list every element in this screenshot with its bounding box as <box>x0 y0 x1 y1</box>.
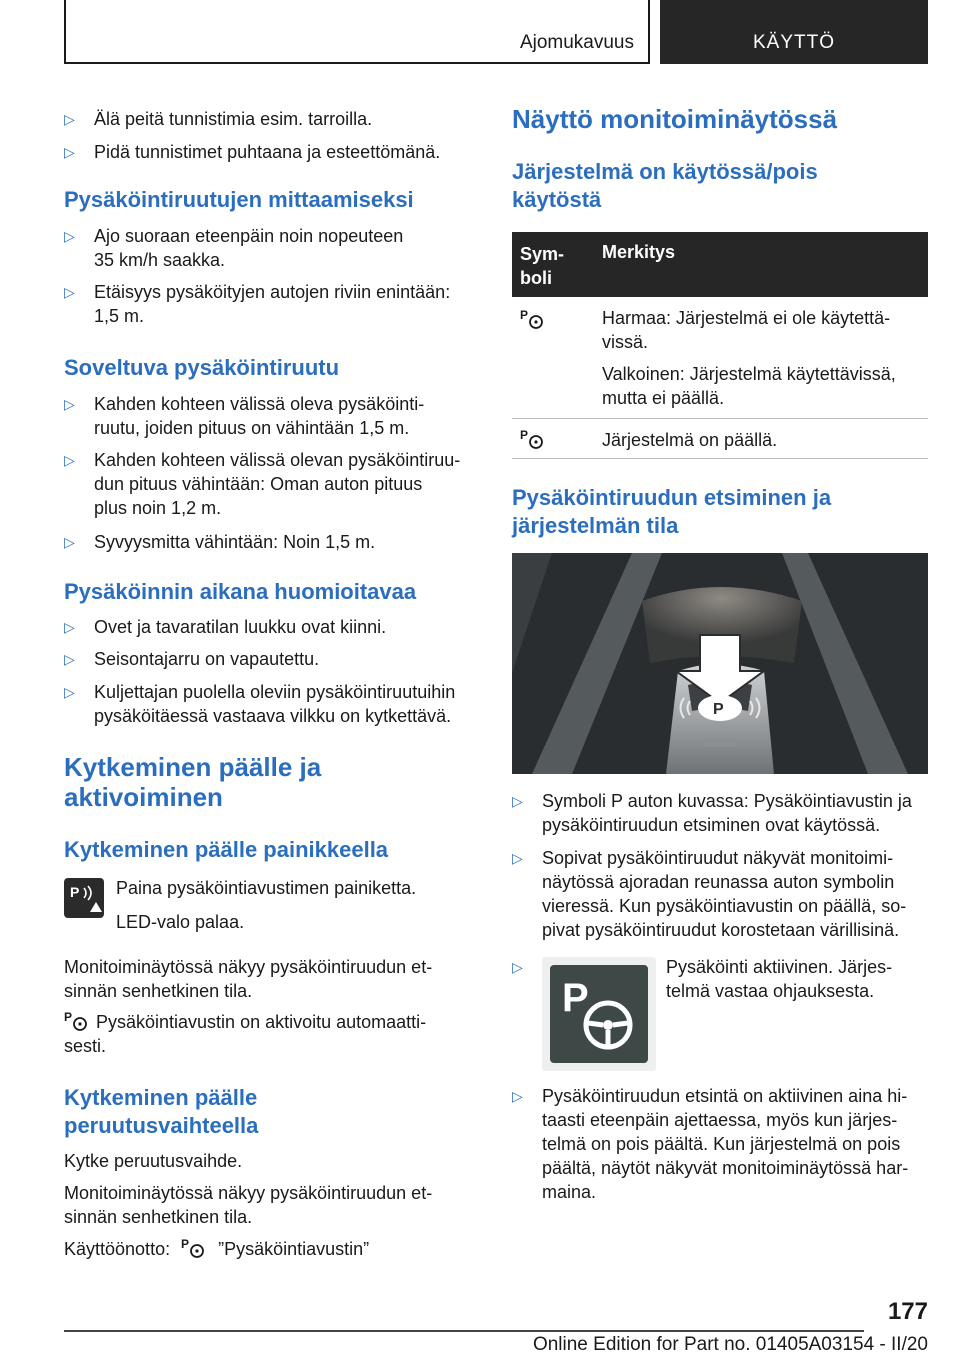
header-chapter-title: KÄYTTÖ <box>752 32 835 53</box>
header-section-title: Ajomukavuus <box>519 32 634 53</box>
heading-reverse: Kytkeminen päälle peruutusvaihteella <box>64 1085 259 1138</box>
led-text: LED-valo palaa. <box>116 912 245 932</box>
list-item: ▷ Syvyysmitta vähintään: Noin 1,5 m. <box>64 530 478 554</box>
parking-steering-icon <box>181 1237 207 1259</box>
heading-suitable: Soveltuva pysäköintiruutu <box>64 355 340 380</box>
table-row-2-symbol <box>520 428 546 455</box>
heading-measure: Pysäköintiruutujen mittaamiseksi <box>64 187 414 212</box>
table-divider <box>512 458 928 459</box>
list-item: ▷ Pysäköintiruudun etsintä on aktiivinen aina hi- taasti eteenpäin ajettaessa, myös kun järjes- telmä on pois päältä. Kun järjestelmä on pois päältä, näytöt näkyvät monitoiminäytössä har- maina. <box>512 1084 928 1204</box>
parking-steering-icon <box>542 957 656 1071</box>
svg-text:P: P <box>713 701 724 718</box>
heading-state: Järjestelmä on käytössä/pois käytöstä <box>512 159 818 212</box>
svg-text:P: P <box>520 428 529 442</box>
paragraph: Monitoiminäytössä näkyy pysäköintiruudun et- sinnän senhetkinen tila. <box>64 957 433 1001</box>
list-item: ▷ Pidä tunnistimet puhtaana ja esteettömänä. <box>64 140 478 164</box>
header-section-box <box>64 0 650 64</box>
svg-text:P: P <box>562 976 589 1020</box>
list-item: ▷ Ajo suoraan eteenpäin noin nopeuteen 35 km/h saakka. <box>64 224 478 272</box>
table-row-1-meaning: Harmaa: Järjestelmä ei ole käytettä- vissä. Valkoinen: Järjestelmä käytettävissä, mutta ei päällä. <box>602 308 896 408</box>
table-row-2-meaning: Järjestelmä on päällä. <box>602 430 778 450</box>
footer-divider <box>64 1330 864 1332</box>
list-item: ▷ Symboli P auton kuvassa: Pysäköintiavustin ja pysäköintiruudun etsiminen ovat käytössä. <box>512 789 928 837</box>
table-col-meaning: Merkitys <box>602 242 676 262</box>
svg-text:P: P <box>520 308 529 322</box>
svg-text:P: P <box>64 1010 73 1024</box>
list-item: ▷ Kahden kohteen välissä oleva pysäköinti- ruutu, joiden pituus on vähintään 1,5 m. <box>64 392 478 440</box>
parking-steering-icon <box>64 1010 90 1032</box>
list-item: ▷ Pysäköinti aktiivinen. Järjes- telmä vastaa ohjauksesta. <box>512 955 928 1003</box>
paragraph: Monitoiminäytössä näkyy pysäköintiruudun et- sinnän senhetkinen tila. <box>64 1183 433 1227</box>
table-col-symbol: Sym- boli <box>520 244 565 288</box>
list-item: ▷ Kuljettajan puolella oleviin pysäköintiruutuihin pysäköitäessä vastaava vilkku on kytkettävä. <box>64 680 478 728</box>
page-number: 177 <box>887 1298 928 1325</box>
table-row-1-symbol <box>520 308 546 335</box>
header-chapter-tab <box>660 0 928 64</box>
button-instruction: Paina pysäköintiavustimen painiketta. <box>116 878 417 898</box>
heading-display: Näyttö monitoiminäytössä <box>512 104 838 134</box>
list-item: ▷ Etäisyys pysäköityjen autojen riviin enintään: 1,5 m. <box>64 280 478 328</box>
list-item: ▷ Sopivat pysäköintiruudut näkyvät monitoimi- näytössä ajoradan reunassa auton symbolin vieressä. Kun pysäköintiavustin on päällä, so- pivat pysäköintiruudut korostetaan värillisinä. <box>512 846 928 942</box>
parking-display-figure <box>512 553 928 774</box>
heading-button: Kytkeminen päälle painikkeella <box>64 837 389 862</box>
parking-steering-icon <box>520 428 546 450</box>
table-header <box>512 232 928 297</box>
parking-steering-icon <box>520 308 546 330</box>
list-item: ▷ Seisontajarru on vapautettu. <box>64 647 478 671</box>
paragraph: Kytke peruutusvaihde. <box>64 1151 243 1171</box>
table-divider <box>512 418 928 419</box>
heading-during: Pysäköinnin aikana huomioitavaa <box>64 579 417 604</box>
paragraph: P Pysäköintiavustin on aktivoitu automaatti- sesti. <box>64 1010 427 1056</box>
list-item: ▷ Kahden kohteen välissä olevan pysäköintiruu- dun pituus vähintään: Oman auton pituus plus noin 1,2 m. <box>64 448 478 520</box>
heading-activate: Kytkeminen päälle ja aktivoiminen <box>64 752 322 812</box>
footer-edition: Online Edition for Part no. 01405A03154 - II/20 <box>532 1334 928 1355</box>
paragraph: Käyttöönotto: P ”Pysäköintiavustin” <box>64 1237 370 1259</box>
svg-text:P: P <box>70 884 80 900</box>
parking-assist-button-icon <box>64 878 104 918</box>
svg-text:P: P <box>181 1237 190 1251</box>
list-item: ▷ Ovet ja tavaratilan luukku ovat kiinni. <box>64 615 478 639</box>
list-item: ▷ Älä peitä tunnistimia esim. tarroilla. <box>64 107 478 131</box>
heading-search: Pysäköintiruudun etsiminen ja järjestelmän tila <box>512 485 832 538</box>
